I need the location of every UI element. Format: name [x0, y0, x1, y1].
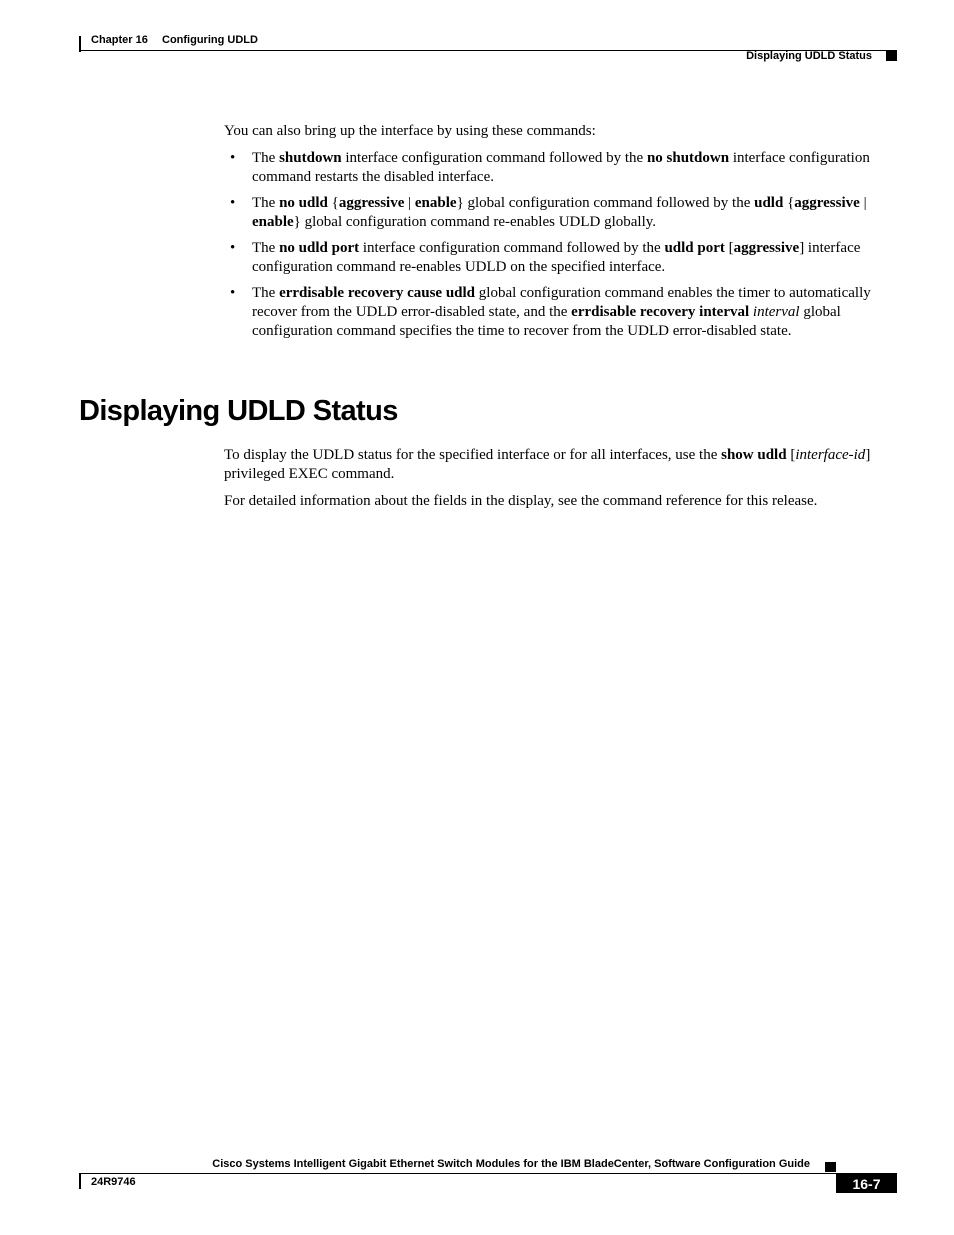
- section-paragraph-1: To display the UDLD status for the specified interface or for all interfaces, use the show udld [interface-id] privileged EXEC command.: [224, 447, 871, 482]
- footer-guide-title: Cisco Systems Intelligent Gigabit Ethernet Switch Modules for the IBM BladeCenter, Software Configuration Guide: [212, 1158, 810, 1170]
- bullet-marker: •: [230, 285, 236, 301]
- cmd-udld-port: udld port: [664, 240, 725, 256]
- footer-left-bar: [79, 1173, 81, 1189]
- page-number-box: [836, 1173, 897, 1193]
- bullet-item-2: The no udld {aggressive | enable} global configuration command followed by the udld {aggressive | enable} global configuration command re-enables UDLD globally.: [252, 195, 867, 230]
- chapter-title: Configuring UDLD: [162, 34, 258, 46]
- bullet-item-1: The shutdown interface configuration command followed by the no shutdown interface configuration command restarts the disabled interface.: [252, 150, 870, 185]
- bullet-item-3: The no udld port interface configuration command followed by the udld port [aggressive] interface configuration command re-enables UDLD on the specified interface.: [252, 240, 861, 275]
- cmd-no-shutdown: no shutdown: [646, 150, 730, 166]
- chapter-label: Chapter 16: [91, 34, 148, 46]
- header-black-block: [886, 51, 897, 61]
- cmd-show-udld: show udld: [721, 447, 787, 463]
- footer-doc-number: 24R9746: [91, 1176, 136, 1188]
- section-heading: Displaying UDLD Status: [79, 395, 398, 427]
- cmd-udld: udld: [754, 195, 784, 211]
- cmd-errdisable-recovery-cause: errdisable recovery cause udld: [279, 285, 476, 301]
- cmd-no-udld-port: no udld port: [279, 240, 360, 256]
- intro-paragraph: You can also bring up the interface by using these commands:: [224, 123, 596, 139]
- cmd-errdisable-recovery-interval: errdisable recovery interval: [571, 304, 750, 320]
- bullet-item-4: The errdisable recovery cause udld global configuration command enables the timer to automatically recover from the UDLD error-disabled state, and the errdisable recovery interval interval global configuration command specifies the time to recover from the UDLD error-disabled state.: [252, 285, 871, 339]
- footer-rule: [79, 1173, 897, 1174]
- page-number: 16-7: [852, 1176, 881, 1192]
- section-paragraph-2: For detailed information about the fields in the display, see the command reference for this release.: [224, 493, 818, 509]
- bullet-marker: •: [230, 150, 236, 166]
- bullet-marker: •: [230, 240, 236, 256]
- header-section-title: Displaying UDLD Status: [746, 50, 872, 62]
- cmd-shutdown: shutdown: [279, 150, 342, 166]
- bullet-marker: •: [230, 195, 236, 211]
- cmd-no-udld: no udld: [279, 195, 328, 211]
- footer-black-block: [825, 1162, 836, 1172]
